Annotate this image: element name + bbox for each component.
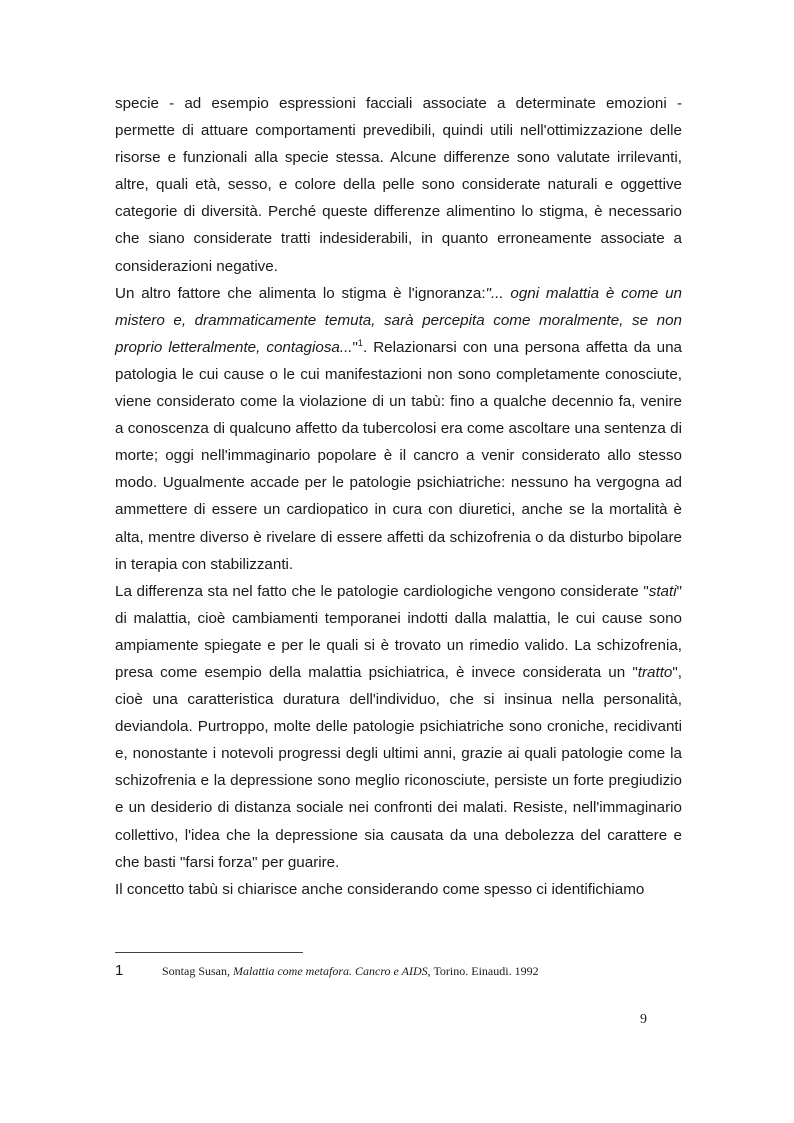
quote-close: " — [352, 338, 358, 356]
paragraph-2-body: . Relazionarsi con una persona affetta da una patologia le cui cause o le cui manifestazioni non sono completamente conosciute, viene considerato come la violazione di un tabù: fino a qualche decennio fa, venire a conoscenza di qualcuno affetto da tubercolosi era come ascoltare una sentenza di morte; oggi nell'immaginario popolare è il cancro a venir considerato allo stesso modo. Ugualmente accade per le patologie psichiatriche: nessuno ha vergogna ad ammettere di essere un cardiopatico in cura con diuretici, anche se la mortalità è alta, mentre diverso è rivelare di essere affetti da schizofrenia o da disturbo bipolare in terapia con stabilizzanti. — [115, 338, 682, 573]
paragraph-3-part-c: ", cioè una caratteristica duratura dell'individuo, che si insinua nella personalità, deviandola. Purtroppo, molte delle patologie psichiatriche sono croniche, recidivanti e, nonostante i notevoli progressi degli ultimi anni, grazie ai quali patologie come la schizofrenia e la depressione sono meglio riconosciute, persiste un forte pregiudizio e un desiderio di distanza sociale nei confronti dei malati. Resiste, nell'immaginario collettivo, l'idea che la depressione sia causata da una debolezza del carattere e che basti "farsi forza" per guarire. — [115, 663, 682, 871]
footnote-author: Sontag Susan, — [162, 964, 234, 978]
term-stati: stati — [648, 582, 677, 600]
footnote — [115, 962, 682, 980]
sontag-quote: "... ogni malattia è come un mistero e, drammaticamente temuta, sarà percepita come moralmente, se non proprio letteralmente, contagiosa... — [115, 284, 682, 356]
paragraph-3 — [115, 578, 682, 876]
paragraph-2-intro: Un altro fattore che alimenta lo stigma è l'ignoranza: — [115, 284, 486, 302]
body-text — [115, 90, 682, 903]
footnote-publisher: , Torino. Einaudi. 1992 — [427, 964, 539, 978]
footnote-reference[interactable]: 1 — [357, 337, 363, 348]
footnote-number: 1 — [115, 962, 124, 979]
footnote-title: Malattia come metafora. Cancro e AIDS — [233, 964, 428, 978]
term-tratto: tratto — [637, 663, 673, 681]
paragraph-3-part-a: La differenza sta nel fatto che le patologie cardiologiche vengono considerate " — [115, 582, 649, 600]
paragraph-3-part-b: " di malattia, cioè cambiamenti temporanei indotti dalla malattia, le cui cause sono ampiamente spiegate e per le quali si è trovato un rimedio valido. La schizofrenia, presa come esempio della malattia psichiatrica, è invece considerata un " — [115, 582, 682, 681]
footnote-separator — [115, 952, 303, 953]
paragraph-4: Il concetto tabù si chiarisce anche considerando come spesso ci identifichiamo — [115, 880, 645, 898]
paragraph-2 — [115, 280, 682, 578]
paragraph-1: specie - ad esempio espressioni facciali associate a determinate emozioni - permette di attuare comportamenti prevedibili, quindi utili nell'ottimizzazione delle risorse e funzionali alla specie stessa. Alcune differenze sono valutate irrilevanti, altre, quali età, sesso, e colore della pelle sono considerate naturali e oggettive categorie di diversità. Perché queste differenze alimentino lo stigma, è necessario che siano considerate tratti indesiderabili, in quanto erroneamente associate a considerazioni negative. — [115, 95, 682, 275]
page-number: 9 — [640, 1012, 647, 1027]
